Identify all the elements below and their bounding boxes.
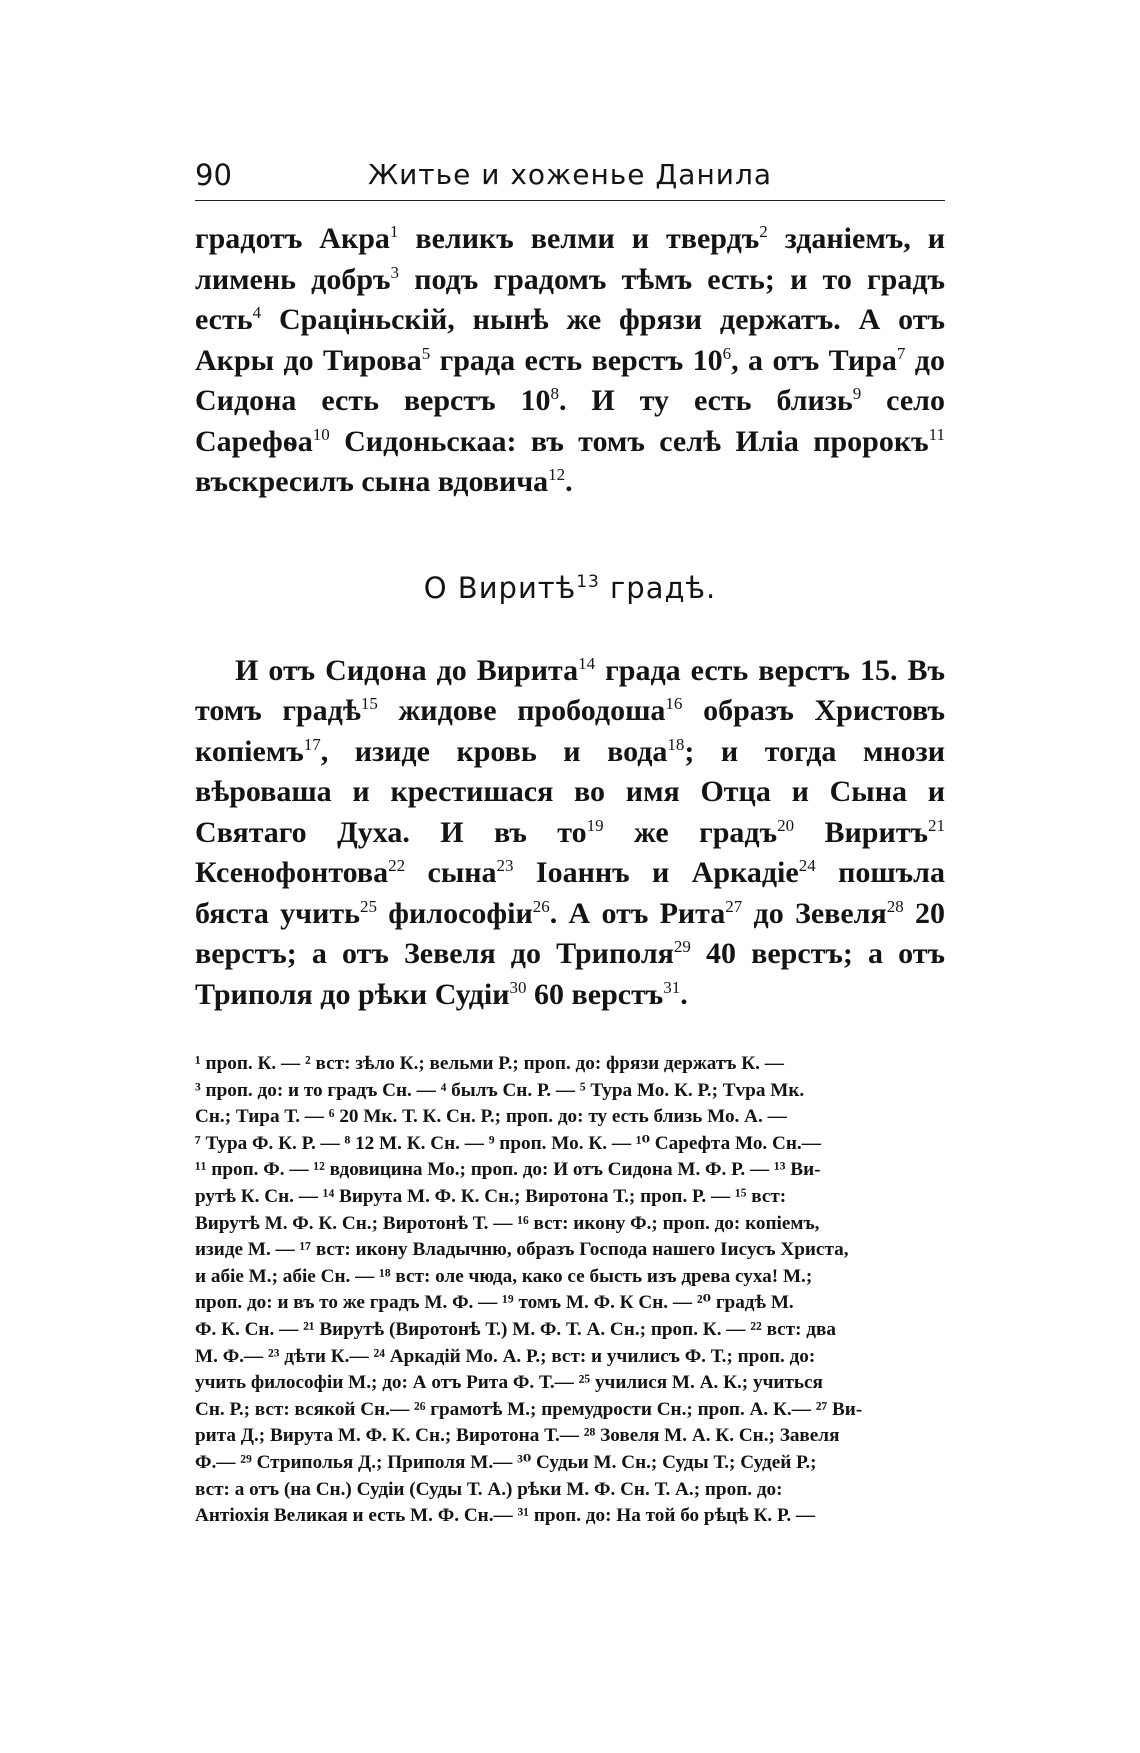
text-run: село Сарефѳа	[195, 384, 945, 458]
text-run: Сидоньскаа: въ томъ селѣ Иліа пророкъ	[329, 424, 929, 458]
footnote-line: ⁷ Тура Ф. К. Р. — ⁸ 12 М. К. Сн. — ⁹ проп. Мо. К. — ¹⁰ Сарефта Мо. Сн.—	[195, 1132, 821, 1154]
text-run: 40 верстъ; а отъ Триполя до рѣки Судіи	[195, 937, 945, 1011]
footnote-ref: 3	[390, 262, 400, 282]
footnote-ref: 5	[421, 343, 431, 363]
footnote-ref: 22	[388, 855, 406, 875]
footnote-ref: 17	[303, 734, 321, 754]
footnote-ref: 6	[722, 343, 732, 363]
section-title-text: О Виритѣ	[423, 570, 577, 605]
footnote-line: ¹ проп. К. — ² вст: зѣло К.; вельми Р.; проп. до: фрязи держатъ К. —	[195, 1053, 784, 1074]
text-run: до Сидона есть верстъ 10	[195, 343, 945, 417]
text-run: 20 верстъ; а отъ Зевеля до Триполя	[195, 896, 945, 970]
footnote-line: вст: а отъ (на Сн.) Судіи (Суды Т. А.) рѣки М. Ф. Сн. Т. А.; проп. до:	[195, 1478, 783, 1500]
footnote-ref: 7	[896, 343, 906, 363]
paragraph-2	[195, 651, 945, 1016]
footnote-ref: 28	[886, 896, 904, 916]
footnote-line: изиде М. — ¹⁷ вст: икону Владычню, образъ Господа нашего Іисусъ Христа,	[195, 1239, 849, 1261]
footnote-line: ¹¹ проп. Ф. — ¹² вдовицина Мо.; проп. до: И отъ Сидона М. Ф. Р. — ¹³ Ви-	[195, 1159, 821, 1181]
text-run: сына	[405, 856, 497, 889]
text-run: образъ Христовъ копіемъ	[195, 694, 945, 768]
text-run: философіи	[376, 896, 533, 930]
text-run: Іоаннъ и Аркадіе	[513, 856, 799, 889]
text-run: великъ велми и твердъ	[398, 222, 760, 255]
text-run: же градъ	[603, 815, 778, 849]
text-run: . И ту есть близь	[559, 384, 853, 417]
paragraph-1	[195, 219, 945, 503]
footnote-ref: 19	[586, 815, 604, 835]
footnote-ref: 20	[777, 815, 795, 835]
text-run: зданіемъ, и лимень добръ	[195, 222, 946, 296]
footnote-ref: 29	[673, 936, 691, 956]
footnote-line: учить философіи М.; до: А отъ Рита Ф. Т.— ²⁵ училися М. А. К.; учиться	[195, 1372, 823, 1394]
text-run: Сраціньскій, нынѣ же фрязи держатъ. А отъ Акры до Тирова	[195, 303, 945, 377]
footnote-line: М. Ф.— ²³ дѣти К.— ²⁴ Аркадій Мо. А. Р.; вст: и училисъ Ф. Т.; проп. до:	[195, 1345, 816, 1367]
text-run: . А отъ Рита	[549, 896, 726, 930]
text-run: , а отъ Тира	[731, 343, 897, 377]
text-run: ; и тогда мнози вѣроваша и крестишася во имя Отца и Сына и Святаго Духа. И въ то	[195, 734, 946, 849]
text-run: , изиде кровь и вода	[320, 734, 668, 768]
section-title	[195, 571, 945, 611]
footnote-ref: 1	[389, 221, 399, 241]
section-title-text-end: градѣ.	[599, 570, 717, 605]
footnote-ref: 31	[663, 977, 681, 997]
text-run: пошъла бяста учить	[195, 856, 945, 930]
text-run: до Зевеля	[742, 896, 887, 930]
footnote-ref: 18	[667, 734, 685, 754]
footnote-ref: 24	[798, 855, 816, 875]
footnote-ref: 2	[759, 221, 768, 241]
footnote-ref: 4	[252, 302, 262, 322]
footnote-ref: 10	[312, 424, 330, 444]
footnote-ref: 25	[359, 896, 377, 916]
footnote-ref: 9	[852, 383, 862, 403]
footnote-ref: 14	[578, 653, 596, 673]
text-run: .	[565, 465, 573, 498]
footnote-line: ³ проп. до: и то градъ Сн. — ⁴ былъ Сн. Р. — ⁵ Тура Мо. К. Р.; Тvра Мк.	[195, 1079, 805, 1101]
footnote-line: Антіохія Великая и есть М. Ф. Сн.— ³¹ проп. до: На той бо рѣцѣ К. Р. —	[195, 1505, 816, 1527]
text-run: И отъ Сидона до Вирита	[235, 653, 579, 687]
text-run: въскресилъ сына вдовича	[195, 465, 549, 498]
text-run: града есть верстъ 15. Въ томъ градѣ	[195, 653, 946, 727]
text-run: Ксенофонтова	[195, 856, 389, 889]
footnote-line: Ф.— ²⁹ Стриполья Д.; Приполя М.— ³⁰ Судьи М. Сн.; Суды Т.; Судей Р.;	[195, 1451, 817, 1473]
footnote-ref: 8	[550, 383, 560, 403]
footnote-ref: 30	[509, 977, 527, 997]
section-title-footnote-ref: 13	[576, 571, 600, 592]
footnote-ref: 11	[928, 424, 945, 444]
page-header	[195, 150, 945, 201]
text-run: жидове прободоша	[377, 694, 666, 727]
running-title: Житье и хоженье Данила	[367, 158, 773, 191]
footnote-line: и абіе М.; абіе Сн. — ¹⁸ вст: оле чюда, како се бысть изъ древа суха! М.;	[195, 1265, 813, 1287]
text-run: .	[680, 977, 688, 1011]
text-run: градотъ Акра	[195, 222, 390, 255]
footnote-ref: 27	[725, 896, 743, 916]
footnote-ref: 21	[928, 815, 946, 835]
footnote-line: Сн. Р.; вст: всякой Сн.— ²⁶ грамотѣ М.; премудрости Сн.; проп. А. К.— ²⁷ Ви-	[195, 1398, 863, 1420]
footnotes	[195, 1051, 945, 1530]
footnote-ref: 12	[548, 464, 566, 484]
footnote-ref: 16	[665, 693, 683, 713]
text-run: подъ градомъ тѣмъ есть; и то градъ есть	[195, 262, 945, 336]
footnote-line: Сн.; Тира Т. — ⁶ 20 Мк. Т. К. Сн. Р.; проп. до: ту есть близь Мо. А. —	[195, 1106, 787, 1128]
page-number: 90	[195, 158, 232, 192]
footnote-ref: 15	[360, 693, 378, 713]
footnote-line: рита Д.; Вирута М. Ф. К. Сн.; Виротона Т.— ²⁸ Зовеля М. А. К. Сн.; Завеля	[195, 1425, 840, 1447]
footnote-line: рутѣ К. Сн. — ¹⁴ Вирута М. Ф. К. Сн.; Виротона Т.; проп. Р. — ¹⁵ вст:	[195, 1185, 787, 1207]
footnote-ref: 26	[532, 896, 550, 916]
text-run: Виритъ	[794, 815, 929, 849]
text-run: града есть верстъ 10	[430, 343, 723, 377]
footnote-line: проп. до: и въ то же градъ М. Ф. — ¹⁹ томъ М. Ф. К Сн. — ²⁰ градѣ М.	[195, 1292, 794, 1314]
footnote-ref: 23	[496, 855, 514, 875]
book-page	[195, 150, 945, 1530]
footnote-line: Вирутѣ М. Ф. К. Сн.; Виротонѣ Т. — ¹⁶ вст: икону Ф.; проп. до: копіемъ,	[195, 1212, 820, 1234]
footnote-line: Ф. К. Сн. — ²¹ Вирутѣ (Виротонѣ Т.) М. Ф. Т. А. Сн.; проп. К. — ²² вст: два	[195, 1318, 836, 1340]
text-run: 60 верстъ	[526, 977, 664, 1011]
